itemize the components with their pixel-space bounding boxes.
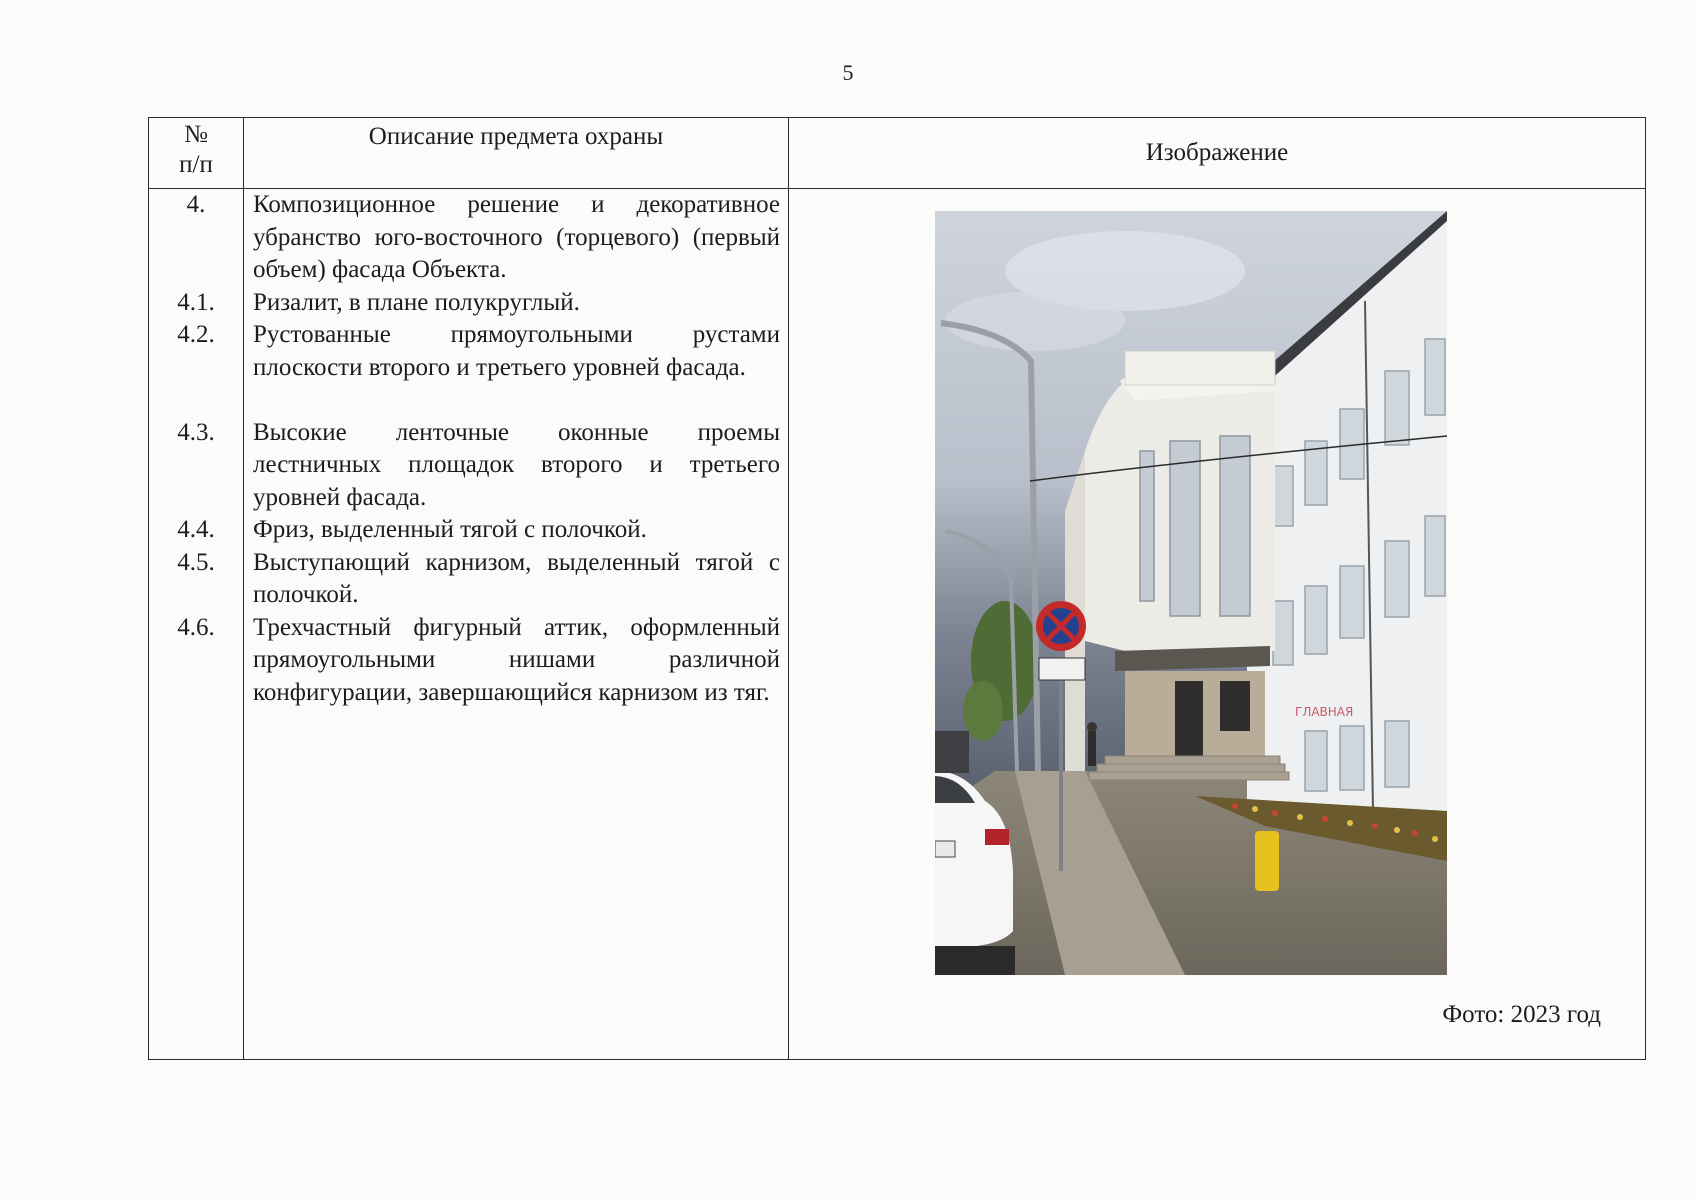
row-number: 4.4. xyxy=(177,516,215,543)
image-cell xyxy=(789,189,1646,1060)
number-column xyxy=(149,189,244,1060)
row-number: 4.2. xyxy=(177,321,215,348)
row-description: Композиционное решение и декоративное убранство юго-восточного (торцевого) (первый объем) фасада Объекта. xyxy=(253,191,780,283)
row-description: Ризалит, в плане полукруглый. xyxy=(253,288,580,316)
svg-text:ГЛАВНАЯ: ГЛАВНАЯ xyxy=(1295,705,1354,719)
row-description: Выступающий карнизом, выделенный тягой с полочкой. xyxy=(253,548,780,608)
header-number xyxy=(149,118,244,189)
protection-subject-table xyxy=(148,117,1646,1060)
row-description: Высокие ленточные оконные проемы лестничных площадок второго и третьего уровней фасада. xyxy=(253,418,780,511)
header-image: Изображение xyxy=(789,118,1646,189)
table-row xyxy=(149,189,1646,1060)
photo-caption: Фото: 2023 год xyxy=(1442,1001,1601,1028)
table-header-row xyxy=(149,118,1646,189)
row-description: Рустованные прямоугольными рустами плоскости второго и третьего уровней фасада. xyxy=(253,321,780,381)
row-description: Трехчастный фигурный аттик, оформленный прямоугольными нишами различной конфигурации, завершающийся карнизом из тяг. xyxy=(253,613,780,706)
header-description: Описание предмета охраны xyxy=(244,118,789,189)
row-number: 4. xyxy=(186,191,206,218)
row-number: 4.6. xyxy=(177,613,215,641)
building-photo xyxy=(935,211,1447,975)
header-number-abbrev: п/п xyxy=(179,151,213,178)
page-number: 5 xyxy=(842,60,854,85)
row-description: Фриз, выделенный тягой с полочкой. xyxy=(253,516,647,543)
row-number: 4.5. xyxy=(177,548,215,576)
row-number: 4.1. xyxy=(177,288,215,316)
row-number: 4.3. xyxy=(177,418,215,446)
description-column xyxy=(244,189,789,1060)
header-number-symbol: № xyxy=(184,121,208,148)
